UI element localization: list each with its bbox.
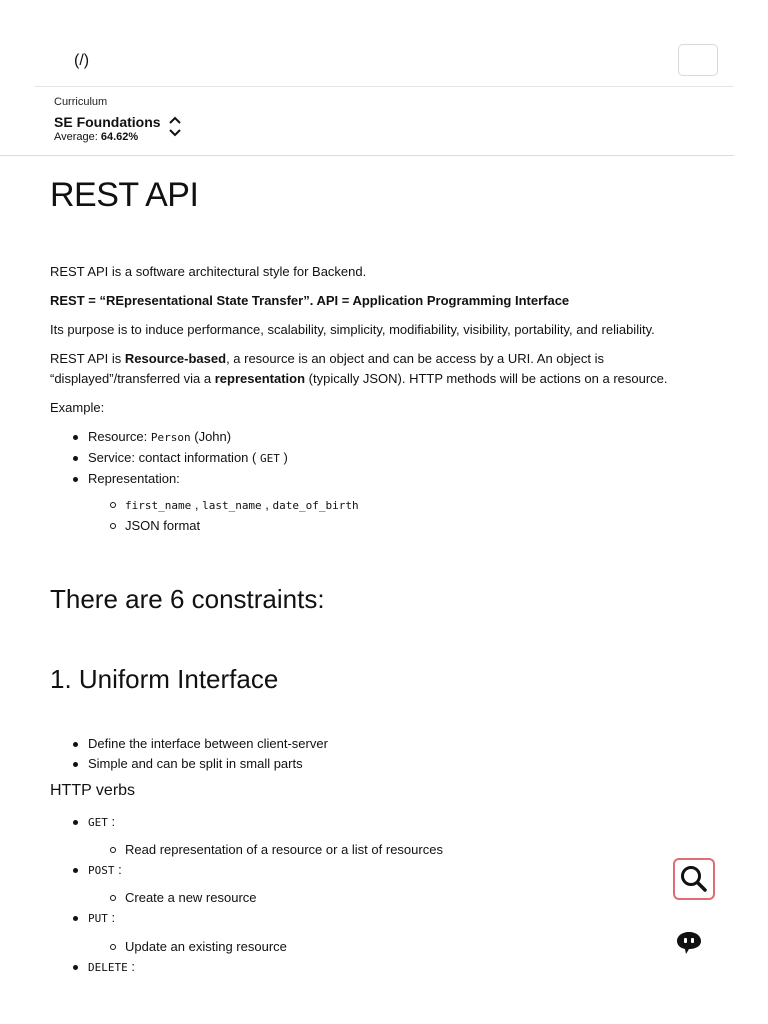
list-item: Resource: Person (John) (50, 427, 710, 448)
home-logo-link[interactable]: (/) (74, 52, 90, 69)
list-item: POST : (50, 860, 710, 881)
verb-item-delete (50, 957, 710, 978)
list-item: Representation: (50, 469, 710, 489)
chat-icon[interactable] (675, 930, 703, 956)
curriculum-average: Average: 64.62% (54, 131, 139, 143)
list-item: first_name , last_name , date_of_birth (50, 495, 710, 516)
uniform-list (50, 734, 710, 774)
header-divider (0, 155, 734, 156)
curriculum-label: Curriculum (54, 96, 108, 108)
menu-button[interactable] (678, 44, 718, 76)
representation-list (50, 495, 710, 536)
list-item: JSON format (50, 516, 710, 536)
list-item: PUT : (50, 908, 710, 929)
search-icon (675, 860, 713, 898)
list-item: GET : (50, 812, 710, 833)
verb-desc-post (50, 888, 710, 908)
list-item: Define the interface between client-server (50, 734, 710, 754)
intro-text: REST API is a software architectural style for Backend. (50, 264, 367, 279)
chevron-down-icon[interactable] (168, 127, 182, 139)
definition-text: REST = “REpresentational State Transfer”. API = Application Programming Interface (50, 293, 570, 308)
curriculum-selector[interactable] (54, 96, 734, 155)
verb-item-put (50, 908, 710, 929)
example-label: Example: (50, 400, 105, 415)
chevron-up-icon[interactable] (168, 114, 182, 126)
verb-desc-get (50, 840, 710, 860)
list-item: Update an existing resource (50, 937, 710, 957)
list-item: Read representation of a resource or a list of resources (50, 840, 710, 860)
search-button[interactable] (673, 858, 715, 900)
http-verbs-heading: HTTP verbs (50, 782, 136, 799)
example-list (50, 427, 710, 489)
list-item: Simple and can be split in small parts (50, 754, 710, 774)
list-item: DELETE : (50, 957, 710, 978)
verb-item-get (50, 812, 710, 833)
constraints-heading: There are 6 constraints: (50, 584, 325, 614)
list-item: Service: contact information ( GET ) (50, 448, 710, 469)
resource-text: REST API is Resource-based, a resource is an object and can be access by a URI. An object is “displayed”/transferred via a representation (typically JSON). HTTP methods will be actions on a resource. (50, 351, 668, 386)
page-title: REST API (50, 176, 199, 214)
verb-item-post (50, 860, 710, 881)
top-bar (34, 40, 734, 87)
curriculum-name: SE Foundations (54, 114, 161, 130)
list-item: Create a new resource (50, 888, 710, 908)
verb-desc-put (50, 937, 710, 957)
uniform-interface-heading: 1. Uniform Interface (50, 664, 279, 694)
purpose-text: Its purpose is to induce performance, scalability, simplicity, modifiability, visibility, portability, and reliability. (50, 322, 655, 337)
